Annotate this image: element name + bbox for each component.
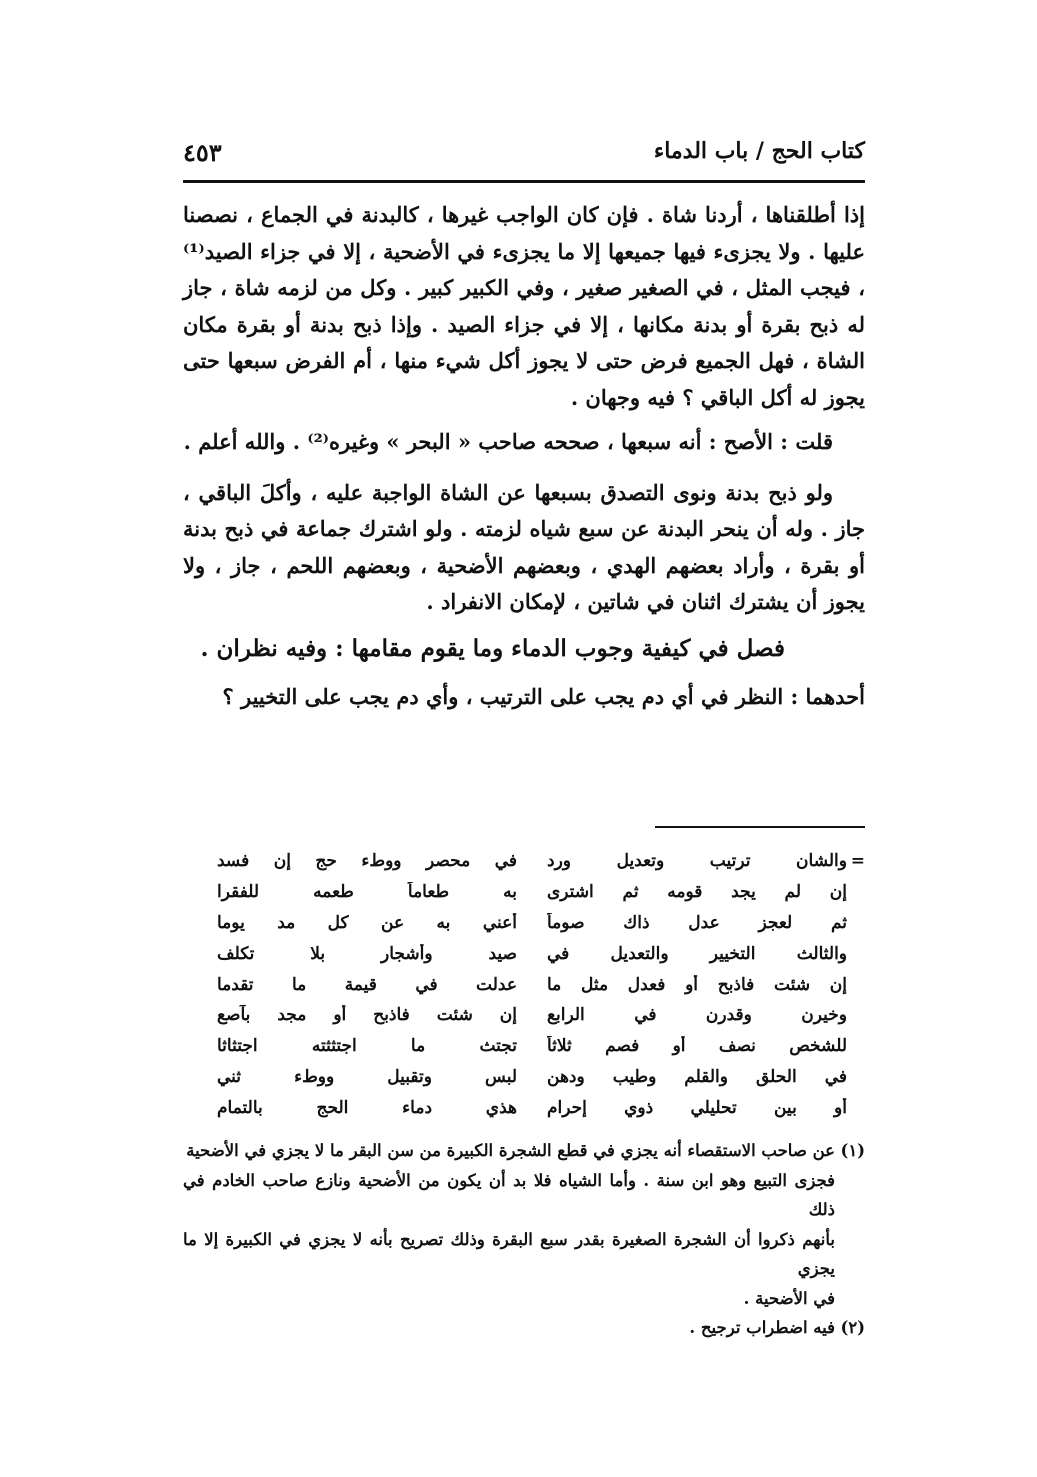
header-rule <box>183 180 865 183</box>
verse-right-hemistich: وخيرن وقدرن في الرابع <box>547 1005 847 1026</box>
footnote-separator <box>655 826 865 828</box>
poem-verse <box>205 1092 865 1123</box>
main-text <box>183 197 865 717</box>
poem-verse <box>205 1000 865 1031</box>
poem-verse <box>205 877 865 908</box>
footnote-poem <box>205 846 865 1123</box>
poem-verse <box>205 969 865 1000</box>
footnote-marker: (١) <box>840 1141 865 1160</box>
poem-verse <box>205 1062 865 1093</box>
poem-verse <box>205 938 865 969</box>
paragraph-2: قلت : الأصح : أنه سبعها ، صححه صاحب « البحر » وغيره⁽²⁾ . والله أعلم . <box>183 429 833 454</box>
paragraph-1: إذا أطلقناها ، أردنا شاة . فإن كان الواجب غيرها ، كالبدنة في الجماع ، نصصنا عليها . ولا يجزىء فيها جميعها إلا ما يجزىء في الأضحية ، إلا في جزاء الصيد⁽¹⁾ ، فيجب المثل ، في الصغير صغير ، وفي الكبير كبير . وكل من لزمه شاة ، جاز له ذبح بقرة أو بدنة مكانها ، إلا في جزاء الصيد . وإذا ذبح بدنة أو بقرة مكان الشاة ، فهل الجميع فرض حتى لا يجوز أكل شيء منها ، أم الفرض سبعها حتى يجوز له أكل الباقي ؟ فيه وجهان . <box>183 202 865 410</box>
verse-right-hemistich: في الحلق والقلم وطيب ودهن <box>547 1066 847 1087</box>
section-heading: فصل في كيفية وجوب الدماء وما يقوم مقامها : وفيه نظران . <box>200 634 785 662</box>
verse-right-hemistich: إن لم يجد قومه ثم اشترى <box>547 882 847 903</box>
verse-left-hemistich: به طعاماً طعمه للفقرا <box>217 882 517 903</box>
page-number: ٤٥٣ <box>183 138 222 167</box>
footnote-line: في الأضحية . <box>743 1288 835 1308</box>
page-header <box>183 138 865 174</box>
paragraph-3: ولو ذبح بدنة ونوى التصدق بسبعها عن الشاة الواجبة عليه ، وأكلَ الباقي ، جاز . وله أن ينحر البدنة عن سبع شياه لزمته . ولو اشترك جماعة في ذبح بدنة أو بقرة ، وأراد بعضهم الهدي ، وبعضهم الأضحية ، وبعضهم اللحم ، جاز ، ولا يجوز أن يشترك اثنان في شاتين ، لإمكان الانفراد . <box>183 479 865 614</box>
footnotes <box>183 1136 865 1343</box>
verse-right-hemistich: والثالث التخيير والتعديل في <box>547 943 847 964</box>
verse-left-hemistich: صيد وأشجار بلا تكلف <box>217 943 517 964</box>
footnote-line: فجزى التبيع وهو ابن سنة . وأما الشياه فلا بد أن يكون من الأضحية ونازع صاحب الخادم في ذلك <box>183 1170 835 1219</box>
poem-verse <box>205 908 865 939</box>
verse-left-hemistich: تجتث ما اجتثثته اجتثاثا <box>217 1036 517 1057</box>
verse-left-hemistich: إن شئت فاذبح أو مجد بآصع <box>217 1005 517 1026</box>
footnote-line: عن صاحب الاستقصاء أنه يجزي في قطع الشجرة الكبيرة من سن البقر ما لا يجزي في الأضحية <box>186 1141 835 1160</box>
poem-verse <box>205 846 865 877</box>
footnote-line: بأنهم ذكروا أن الشجرة الصغيرة بقدر سبع البقرة وذلك تصريح بأنه لا يجزي في الكبيرة إلا ما يجزي <box>183 1229 835 1278</box>
verse-left-hemistich: أعني به عن كل مد يوما <box>217 912 517 933</box>
verse-right-hemistich: والشان ترتيب وتعديل ورد <box>547 851 847 872</box>
footnote-1 <box>183 1136 865 1166</box>
footnote-marker: (٢) <box>840 1318 865 1337</box>
verse-left-hemistich: هذي دماء الحج بالتمام <box>217 1097 517 1118</box>
footnote-2 <box>183 1313 865 1343</box>
verse-right-hemistich: أو بين تحليلي ذوي إحرام <box>547 1097 847 1118</box>
poem-verse <box>205 1031 865 1062</box>
verse-right-hemistich: ثم لعجز عدل ذاك صوماً <box>547 912 847 933</box>
first-question: أحدهما : النظر في أي دم يجب على الترتيب ، وأي دم يجب على التخيير ؟ <box>222 683 865 709</box>
verse-left-hemistich: لبس وتقبيل ووطء ثني <box>217 1066 517 1087</box>
verse-right-hemistich: للشخص نصف أو فصم ثلاثاً <box>547 1036 847 1057</box>
continuation-marker: = <box>850 851 865 872</box>
running-title: كتاب الحج / باب الدماء <box>653 138 865 164</box>
verse-left-hemistich: في محصر ووطء حج إن فسد <box>217 851 517 872</box>
verse-right-hemistich: إن شئت فاذبح أو فعدل مثل ما <box>547 974 847 995</box>
verse-left-hemistich: عدلت في قيمة ما تقدما <box>217 974 517 995</box>
footnote-line: فيه اضطراب ترجيح . <box>689 1318 835 1337</box>
